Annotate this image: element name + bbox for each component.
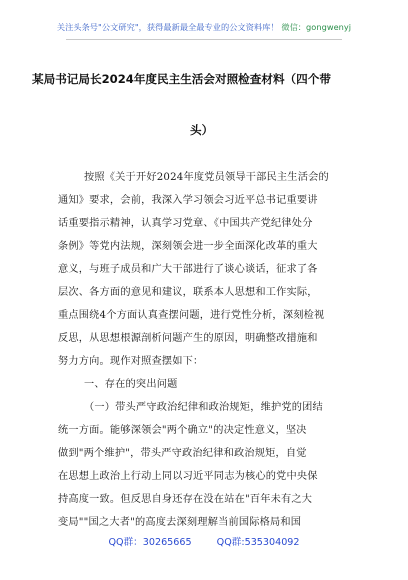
footer-qq-groups: [0, 534, 408, 548]
document-title-line-2: 头）: [190, 123, 214, 137]
header-note-text: 关注头条号"公文研究"，获得最新最全最专业的公文资料库！: [56, 22, 279, 32]
body-line: 反思，从思想根源剖析问题产生的原因，明确整改措施和: [58, 333, 318, 344]
footer-qq-2: QQ群:535304092: [216, 537, 300, 548]
body-line: （一）带头严守政治纪律和政治规矩，维护党的团结: [84, 402, 323, 413]
body-line: 重点围绕4个方面认真查摆问题，进行党性分析，深刻检视: [58, 310, 325, 321]
footer-qq-1: QQ群：30265665: [108, 537, 192, 548]
body-line: 通知》要求，会前，我深入学习领会习近平总书记重要讲: [58, 195, 318, 206]
body-line: 做到"两个维护"，带头严守政治纪律和政治规矩，自觉: [58, 448, 307, 459]
body-line: 努力方向。现作对照查摆如下：: [58, 356, 204, 367]
header-note: [0, 22, 408, 33]
body-line: 在思想上政治上行动上同以习近平同志为核心的党中央保: [58, 471, 318, 482]
body-line: 意义，与班子成员和广大干部进行了谈心谈话，征求了各: [58, 264, 318, 275]
body-line: 按照《关于开好2024年度党员领导干部民主生活会的: [84, 172, 329, 183]
body-line: 条例》等党内法规，深刻领会进一步全面深化改革的重大: [58, 241, 318, 252]
body-line: 统一方面。能够深领会"两个确立"的决定性意义，坚决: [58, 425, 307, 436]
header-divider: [66, 39, 342, 40]
body-line: 变局""国之大者"的高度去深刻理解当前国际格局和国: [58, 517, 302, 528]
section-heading: 一、存在的突出问题: [84, 379, 178, 390]
body-line: 持高度一致。但反思自身还存在没在站在"百年未有之大: [58, 494, 313, 505]
body-line: 话重要指示精神，认真学习党章、《中国共产党纪律处分: [58, 218, 313, 229]
body-line: 层次、各方面的意见和建议，联系本人思想和工作实际，: [58, 287, 318, 298]
document-title-line-1: 某局书记局长2024年度民主生活会对照检查材料（四个带: [32, 72, 331, 86]
header-wechat-text: 微信：gongwenyj: [281, 22, 352, 32]
